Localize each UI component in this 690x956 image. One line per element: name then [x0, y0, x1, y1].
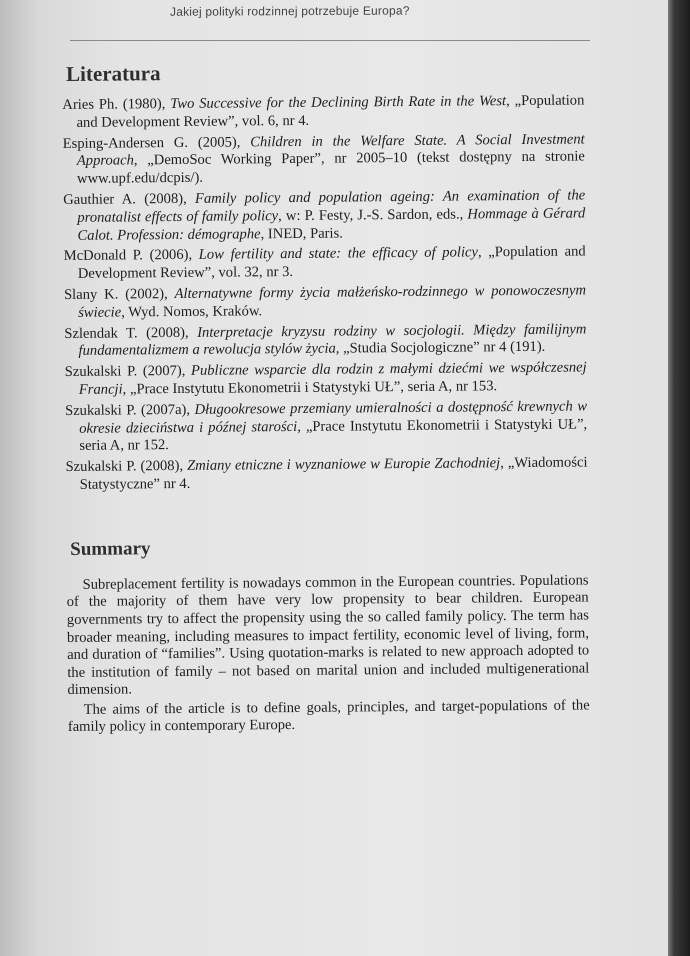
reference-entry [63, 131, 585, 189]
summary-paragraph: The aims of the article is to define goals, principles, and target-populations of the family policy in contemporary Europe. [67, 697, 590, 736]
reference-entry [62, 92, 584, 132]
ref-source: , „Studia Socjologiczne” nr 4 (191). [335, 339, 546, 357]
ref-title: Two Successive for the Declining Birth Rate in the West [170, 93, 507, 113]
ref-title: Children in the Welfare State. A Social Investment Approach [76, 131, 585, 170]
reference-entry [65, 455, 587, 495]
ref-author: McDonald P. (2006), [63, 247, 199, 265]
ref-author: Szukalski P. (2007), [64, 363, 192, 381]
reference-entry [64, 282, 586, 322]
ref-title: Family policy and population ageing: An examination of the pronatalist effects of family policy [77, 187, 586, 226]
ref-source: , „Prace Instytutu Ekonometrii i Statystyki UŁ”, seria A, nr 153. [122, 378, 498, 398]
ref-author: Szukalski P. (2007a), [64, 401, 195, 419]
ref-title: Low fertility and state: the efficacy of policy [198, 244, 479, 264]
reference-entry [65, 360, 587, 400]
reference-entry [64, 321, 586, 361]
ref-title: Zmiany etniczne i wyznaniowe w Europie Zachodniej [187, 455, 501, 475]
ref-source: , „Prace Instytutu Ekonometrii i Statystyki UŁ”, seria A, nr 152. [79, 415, 588, 455]
ref-source: , „DemoSoc Working Paper”, nr 2005–10 (tekst dostępny na stronie www.upf.edu/dcpis/). [76, 148, 585, 188]
ref-title: Interpretacje kryzysu rodziny w socjologii. Między familijnym fundamentalizmem a rewolucja stylów życia [78, 320, 587, 360]
ref-author: Aries Ph. (1980), [62, 96, 171, 113]
literatura-heading: Literatura [65, 61, 161, 86]
ref-title: Długookresowe przemiany umieralności a dostępność krewnych w okresie dzieciństwa i późnej starości [79, 398, 588, 437]
page-edge-shadow [668, 0, 690, 956]
header-rule [70, 40, 590, 41]
ref-author: Szukalski P. (2008), [65, 458, 188, 476]
ref-book-title: Hommage à Gérard Calot. Profession: démographe [77, 205, 586, 244]
ref-author: Gauthier A. (2008), [63, 190, 196, 208]
reference-entry [65, 398, 587, 456]
summary-heading: Summary [70, 537, 151, 560]
ref-source: , Wyd. Nomos, Kraków. [121, 303, 263, 321]
ref-author: Szlendak T. (2008), [64, 324, 198, 342]
ref-title: Publiczne wsparcie dla rodzin z małymi dziećmi we współczesnej Francji [78, 359, 587, 398]
ref-source: , „Population and Development Review”, vol. 32, nr 3. [77, 243, 586, 283]
ref-publisher: , INED, Paris. [260, 225, 343, 242]
ref-author: Esping-Andersen G. (2005), [62, 133, 251, 152]
running-head: Jakiej polityki rodzinnej potrzebuje Europa? [170, 3, 410, 19]
reference-entry [64, 244, 586, 284]
ref-author: Slany K. (2002), [63, 285, 175, 303]
ref-source: , w: P. Festy, J.-S. Sardon, eds., [278, 206, 468, 224]
summary-paragraph: Subreplacement fertility is nowadays common in the European countries. Populations of the majority of them have very low propensity to bear children. European governments try to affect the propensity using the so called family policy. The term has broader meaning, including measures to impact fertility, economic level of living, form, and duration of “families”. Using quotation-marks is related to new approach adopted to the institution of family – not based on marital union and included multigenerational dimension. [66, 572, 590, 699]
ref-source: , „Population and Development Review”, vol. 6, nr 4. [76, 92, 585, 131]
ref-source: , „Wiadomości Statystyczne” nr 4. [79, 454, 588, 493]
page-content [62, 57, 590, 739]
ref-title: Alternatywne formy życia małżeńsko-rodzinnego w ponowoczesnym świecie [78, 282, 587, 321]
reference-entry [63, 187, 585, 245]
